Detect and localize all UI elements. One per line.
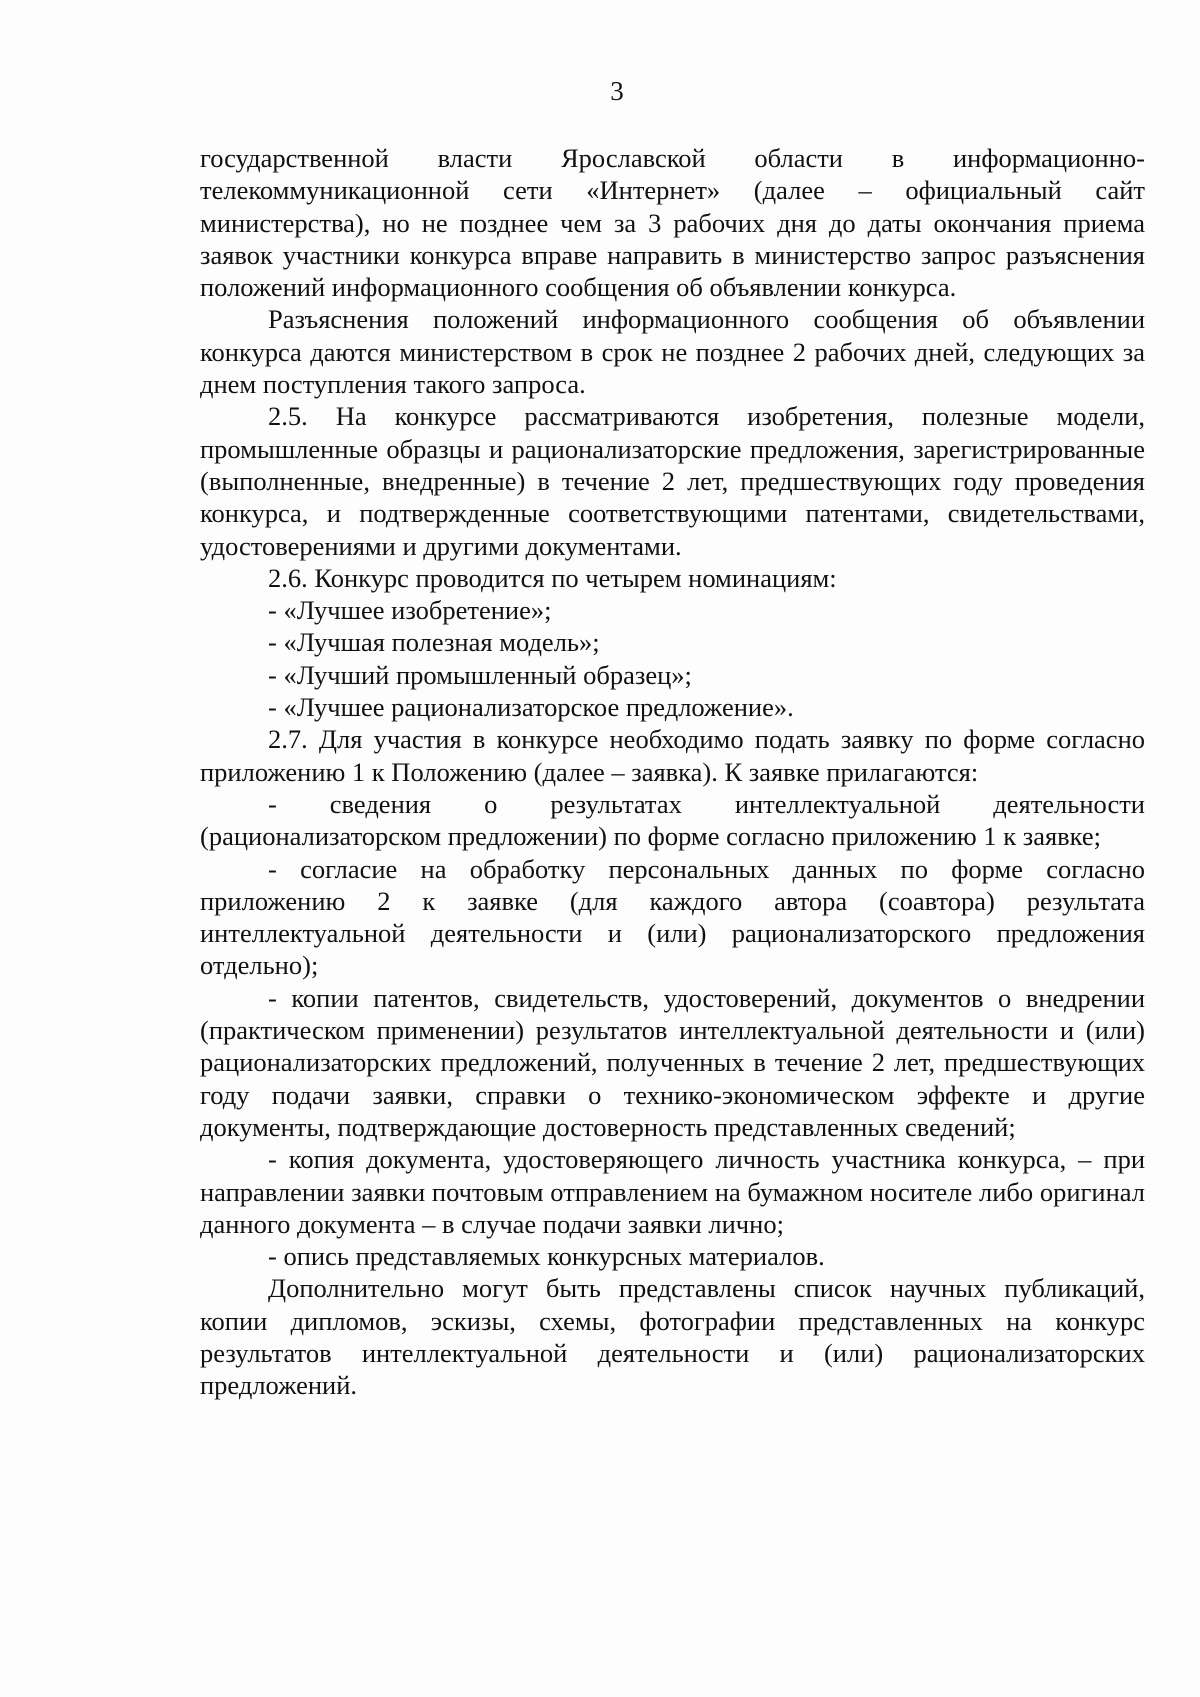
list-item-attachment-4: - копия документа, удостоверяющего личность участника конкурса, – при направлении заявки почтовым отправлением на бумажном носителе либо оригинал данного документа – в случае подачи заявки лично; [200, 1144, 1145, 1239]
list-item-nomination-1: - «Лучшее изобретение»; [268, 595, 552, 626]
paragraph-2-7: 2.7. Для участия в конкурсе необходимо подать заявку по форме согласно приложению 1 к Положению (далее – заявка). К заявке прилагаются: [200, 724, 1145, 787]
paragraph-2-6: 2.6. Конкурс проводится по четырем номинациям: [268, 562, 837, 593]
page-number: 3 [610, 76, 624, 106]
list-item-nomination-4: - «Лучшее рационализаторское предложение». [268, 692, 794, 723]
list-item-attachment-1: - сведения о результатах интеллектуальной деятельности (рационализаторском предложении) по форме согласно приложению 1 к заявке; [200, 788, 1145, 852]
paragraph-2-5: 2.5. На конкурсе рассматриваются изобретения, полезные модели, промышленные образцы и рационализаторские предложения, зарегистрированные (выполненные, внедренные) в течение 2 лет, предшествующих году проведения конкурса, и подтвержденные соответствующими патентами, свидетельствами, удостоверениями и другими документами. [200, 401, 1145, 561]
list-item-attachment-5: - опись представляемых конкурсных материалов. [268, 1241, 825, 1272]
document-body [200, 142, 1145, 1402]
paragraph-clarifications: Разъяснения положений информационного сообщения об объявлении конкурса даются министерством в срок не позднее 2 рабочих дней, следующих за днем поступления такого запроса. [200, 304, 1145, 400]
list-item-nomination-3: - «Лучший промышленный образец»; [268, 659, 692, 690]
paragraph-continuation: государственной власти Ярославской области в информационно-телекоммуникационной сети «Интернет» (далее – официальный сайт министерства), но не позднее чем за 3 рабочих дня до даты окончания приема заявок участники конкурса вправе направить в министерство запрос разъяснения положений информационного сообщения об объявлении конкурса. [200, 143, 1145, 303]
list-item-attachment-3: - копии патентов, свидетельств, удостоверений, документов о внедрении (практическом применении) результатов интеллектуальной деятельности и (или) рационализаторских предложений, полученных в течение 2 лет, предшествующих году подачи заявки, справки о технико-экономическом эффекте и другие документы, подтверждающие достоверность представленных сведений; [200, 982, 1145, 1142]
list-item-nomination-2: - «Лучшая полезная модель»; [268, 627, 600, 658]
paragraph-additional-materials: Дополнительно могут быть представлены список научных публикаций, копии дипломов, эскизы, схемы, фотографии представленных на конкурс результатов интеллектуальной деятельности и (или) рационализаторских предложений. [200, 1273, 1145, 1401]
list-item-attachment-2: - согласие на обработку персональных данных по форме согласно приложению 2 к заявке (для каждого автора (соавтора) результата интеллектуальной деятельности и (или) рационализаторского предложения отдельно); [200, 853, 1145, 981]
